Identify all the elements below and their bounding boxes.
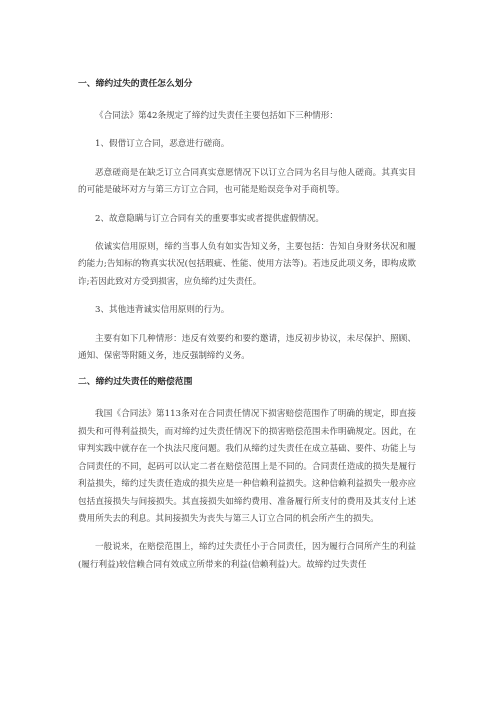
paragraph-item-1-detail: 恶意磋商是在缺乏订立合同真实意愿情况下以订立合同为名目与他人磋商。其真实目的可能是破坏对方与第三方订立合同，也可能是贻误竞争对手商机等。 — [78, 167, 416, 196]
section-heading-2: 二、缔约过失责任的赔偿范围 — [78, 377, 193, 388]
paragraph-item-2-detail: 依诚实信用原则，缔约当事人负有如实告知义务，主要包括：告知自身财务状况和履约能力;告知标的物真实状况(包括瑕疵、性能、使用方法等)。若违反此项义务，即构成欺诈;若因此致对方受到损害，应负缔约过失责任。 — [78, 242, 416, 287]
paragraph-item-3: 3、其他违背诚实信用原则的行为。 — [95, 305, 230, 316]
section-heading-1: 一、缔约过失的责任怎么划分 — [78, 79, 193, 89]
document-body — [78, 78, 416, 585]
paragraph-item-2: 2、故意隐瞒与订立合同有关的重要事实或者提供虚假情况。 — [95, 213, 324, 224]
paragraph-intro: 《合同法》第42条规定了缔约过失责任主要包括如下三种情形： — [95, 111, 338, 121]
paragraph-item-1: 1、假借订立合同，恶意进行磋商。 — [95, 139, 230, 150]
paragraph-item-3-detail: 主要有如下几种情形：违反有效要约和要约邀请，违反初步协议，未尽保护、照顾、通知、保密等附随义务，违反强制缔约义务。 — [78, 333, 416, 362]
paragraph-compensation-scope: 我国《合同法》第113条对在合同责任情况下损害赔偿范围作了明确的规定，即直接损失和可得利益损失，而对缔约过失责任情况下的损害赔偿范围未作明确规定。因此，在审判实践中就存在一个执法尺度问题。我们从缔约过失责任在成立基础、要件、功能上与合同责任的不同，起码可以认定二者在赔偿范围上是不同的。合同责任造成的损失是履行利益损失，缔约过失责任造成的损失应是一种信赖利益损失。这种信赖利益损失一般亦应包括直接损失与间接损失。其直接损失如缔约费用、准备履行所支付的费用及其支付上述费用所失去的利息。其间接损失为丧失与第三人订立合同的机会所产生的损失。 — [78, 409, 416, 524]
paragraph-compensation-comparison: 一般说来，在赔偿范围上，缔约过失责任小于合同责任，因为履行合同所产生的利益(履行利益)较信赖合同有效成立所带来的利益(信赖利益)大。故缔约过失责任 — [78, 542, 416, 570]
